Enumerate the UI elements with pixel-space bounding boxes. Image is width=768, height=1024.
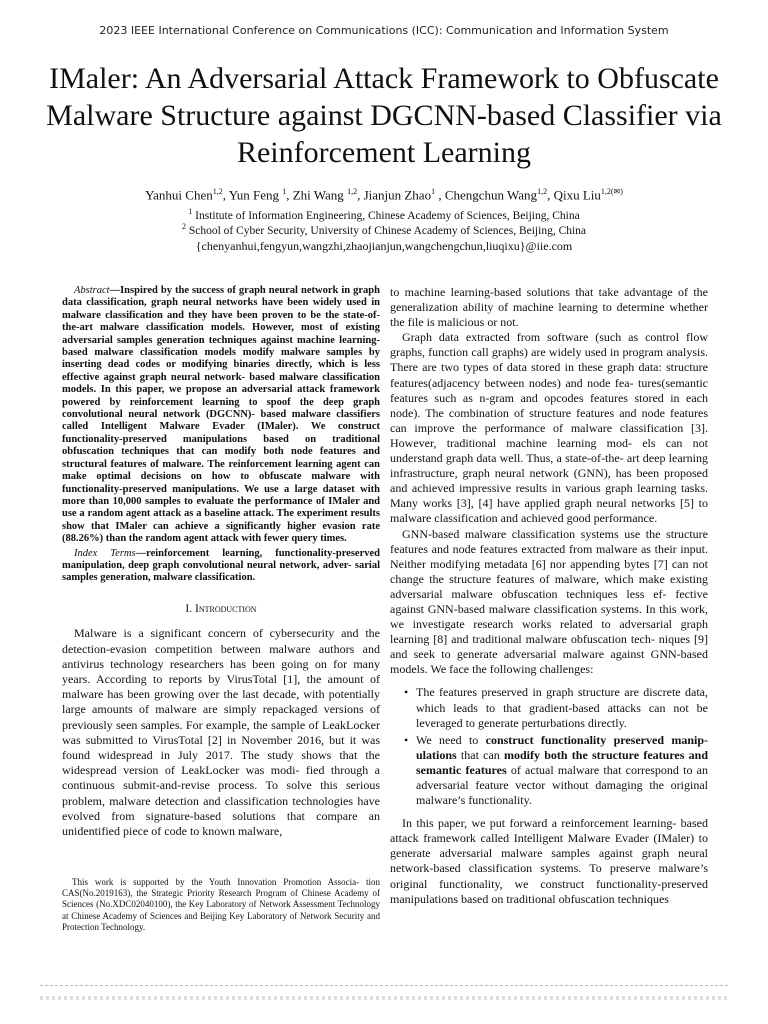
body-paragraph: In this paper, we put forward a reinforcement learning- based attack framework called Intelligent Malware Evader (IMaler) to generate adversarial malware samples against graph neural network-based classification systems. To preserve malware’s original functionality, we construct functionality-preserved manipulations based on traditional obfuscation techniques	[390, 816, 708, 906]
abstract-text: —Inspired by the success of graph neural network in graph data classification, graph neural networks have been widely used in malware classification and they have been proven to be the state-of-the-art malware classification models. However, most of existing adversarial samples generation techniques against machine learning-based malware classification models modify malware samples by inserting dead codes or modifying binaries directly, which is less effective against graph neural network- based malware classification models. In this paper, we propose an adversarial attack framework powered by reinforcement learning to spoof the deep graph convolutional neural network (DGCNN)- based malware classifiers called Intelligent Malware Evader (IMaler). We construct functionality-preserved manipulations based on traditional obfuscation techniques that can modify both node features and structural features of malware. The reinforcement learning agent can make optimal decisions on how to obfuscate malware with functionality-preserved manipulations. We use a large dataset with more than 10,000 samples to evaluate the performance of IMaler and use a random agent attack as a baseline attack. The experiment results show that IMaler can achieve a significantly higher evasion rate (88.26%) than the random agent attack with fewer query times.	[62, 285, 380, 545]
author-affil: 1	[431, 187, 436, 196]
affiliation-text: Institute of Information Engineering, Chinese Academy of Sciences, Beijing, China	[192, 209, 580, 222]
challenge-list	[390, 685, 708, 808]
footer-divider	[40, 985, 728, 986]
author-affil: 1,2	[347, 187, 358, 196]
author-affil: 1,2	[212, 187, 223, 196]
footer-strip	[40, 996, 728, 1000]
body-paragraph: Graph data extracted from software (such as control flow graphs, function call graphs) are widely used in program analysis. There are two types of data stored in these graph data: structure features(adjacency between nodes) and node fea- tures(semantic features such as n-gram and opcodes features stored in each node). The combination of structure features and node features can improve the performance of malware classification [3]. However, traditional machine learning mod- els can not understand graph data well. Thus, a state-of-the- art deep learning infrastructure, graph neural network (GNN), has been proposed and achieved impressive results in various graph learning tasks. Many works [3], [4] have applied graph neural networks [5] to malware classification and achieved good performance.	[390, 330, 708, 526]
bold-run: modify both the structure features and semantic features	[416, 747, 708, 777]
left-column	[62, 285, 380, 839]
index-terms	[62, 548, 380, 585]
author-affil: 1	[282, 187, 287, 196]
affiliation-number: 1	[188, 207, 193, 216]
bold-run: construct functionality preserved manip- ulations	[416, 732, 708, 762]
index-terms-text: —reinforcement learning, functionality-preserved manipulation, deep graph convolutional neural network, adver- sarial samples generation, malware classification.	[62, 547, 380, 584]
body-paragraph: GNN-based malware classification systems use the structure features and node features extracted from malware as their input. Neither modifying metadata [6] nor appending bytes [7] can not change the structure features of malware, which make existing adversarial malware obfuscation techniques less ef- fective against GNN-based malware classification systems. In this work, we investigate research works related to adversarial graph learning [8] and traditional malware obfuscation tech- niques [9] and seek to generate adversarial malware against GNN-based models. We face the following challenges:	[390, 526, 708, 677]
body-paragraph: to machine learning-based solutions that take advantage of the generalization ability of machine learning to determine whether the file is malicious or not.	[390, 285, 708, 330]
affiliation-1	[0, 207, 768, 222]
right-column	[390, 285, 708, 907]
section-heading	[62, 603, 380, 617]
affiliation-number: 2	[181, 222, 186, 231]
author-name: Chengchun Wang	[444, 187, 538, 203]
text-run: We need to	[416, 732, 486, 747]
author-name: Jianjun Zhao	[363, 187, 432, 203]
abstract	[62, 285, 380, 546]
abstract-label: Abstract	[74, 285, 110, 296]
author-name: Qixu Liu	[553, 187, 601, 203]
affiliation-2	[0, 222, 768, 237]
intro-paragraph: Malware is a significant concern of cybersecurity and the detection-evasion competition between malware authors and antivirus technology researchers has been going on for many years. According to reports by VirusTotal [1], the amount of malware has been growing over the last decade, with potentially large amounts of malware are simply repackaged versions of previously seen samples. For example, the sample of LeakLocker was submitted to VirusTotal [2] in November 2016, but it was found widespread in July 2017. The study shows that the widespread version of LeakLocker was modi- fied through a continuous submit-and-revise process. To solve this serious problem, malware detection and classification technologies have evolved from signature-based solutions that compare an unidentified piece of code to known malware,	[62, 626, 380, 838]
author-name: Yun Feng	[228, 187, 283, 203]
author-name: Yanhui Chen	[145, 187, 213, 203]
section-number: I.	[185, 602, 193, 615]
funding-footnote: This work is supported by the Youth Innovation Promotion Associa- tion CAS(No.2019163), the Strategic Priority Research Program of Chinese Academy of Sciences (No.XDC02040100), the Key Laboratory of Network Assessment Technology at Chinese Academy of Sciences and Beijing Key Laboratory of Network Security and Protection Technology.	[62, 877, 380, 932]
author-emails: {chenyanhui,fengyun,wangzhi,zhaojianjun,wangchengchun,liuqixu}@iie.com	[195, 239, 573, 253]
author-affil: 1,2(✉)	[600, 187, 623, 196]
text-run: that can	[456, 747, 504, 762]
author-name: Zhi Wang	[292, 187, 348, 203]
author-list: Yanhui Chen$^{1,2}$, Yun Feng $^1$, Zhi Wang $^{1,2}$, Jianjun Zhao$^1$ , Chengchun Wang$^{1,2}$, Qixu Liu$^{1,2(✉)}$	[145, 187, 623, 203]
author-affil: 1,2	[537, 187, 548, 196]
conference-header: 2023 IEEE International Conference on Communications (ICC): Communication and Information System	[99, 24, 669, 37]
paper-title: IMaler: An Adversarial Attack Framework to Obfuscate Malware Structure against DGCNN-based Classifier via Reinforcement Learning	[46, 62, 722, 169]
list-item: • The features preserved in graph structure are discrete data, which leads to that gradient-based attacks can not be leveraged to generate perturbations directly.	[416, 685, 708, 730]
section-title: Introduction	[194, 602, 257, 615]
affiliation-text: School of Cyber Security, University of Chinese Academy of Sciences, Beijing, China	[185, 224, 587, 237]
index-terms-label: Index Terms	[74, 547, 136, 559]
list-item	[416, 733, 708, 808]
text-run: of actual malware that correspond to an adversarial feature vector without damaging the original malware’s functionality.	[416, 762, 709, 808]
